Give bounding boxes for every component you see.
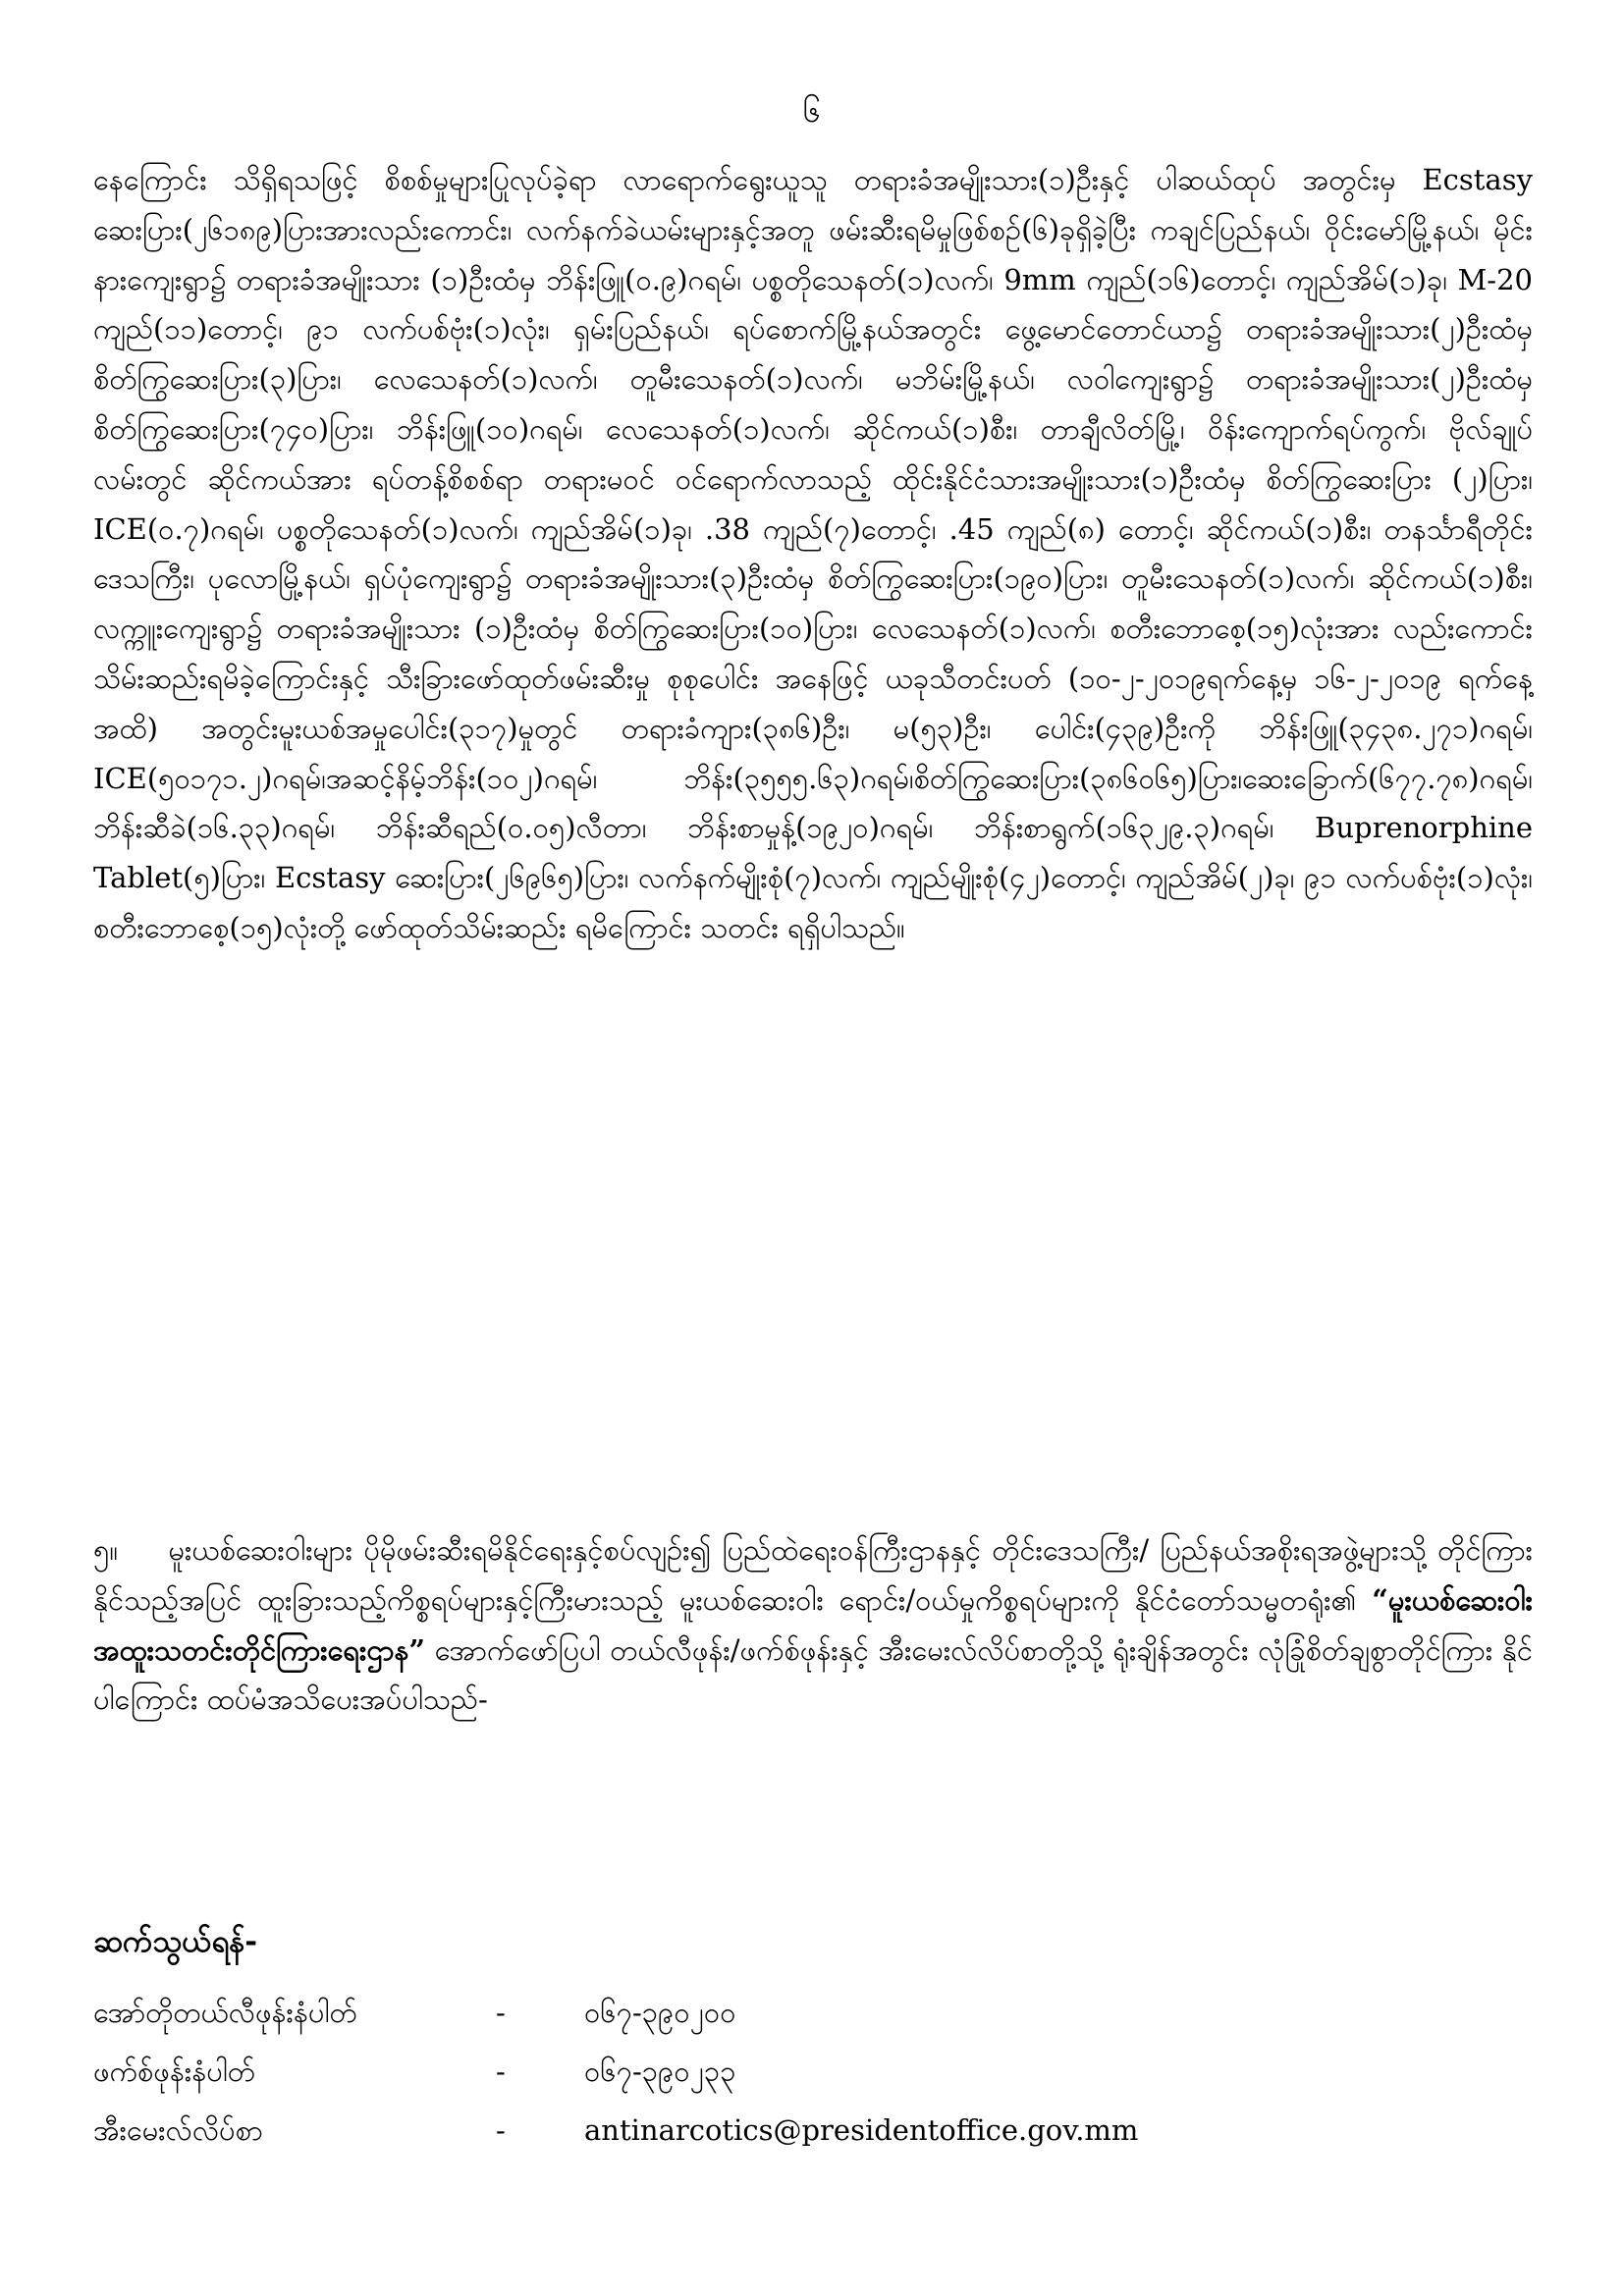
contact-label: အော်တိုတယ်လီဖုန်းနံပါတ် xyxy=(93,1996,357,2029)
paragraph-number: ၅။ xyxy=(93,1533,119,1567)
paragraph-five xyxy=(93,1525,1533,1725)
contact-heading: ဆက်သွယ်ရန်- xyxy=(93,1924,258,1959)
contact-separator: - xyxy=(496,2113,506,2147)
contact-row-fax xyxy=(93,2044,1533,2099)
contact-row-email xyxy=(93,2103,1533,2158)
paragraph-five-text-after: အောက်ဖော်ပြပါ တယ်လီဖုန်း/ဖက်စ်ဖုန်းနှင့် အီးမေးလ်လိပ်စာတို့သို့ ရုံးချိန်အတွင်း လုံခြုံစိတ်ချစွာတိုင်ကြား နိုင်ပါကြောင်း ထပ်မံအသိပေးအပ်ပါသည်- xyxy=(93,1632,1534,1717)
paragraph-five-text-before: မူးယစ်ဆေးဝါးများ ပိုမိုဖမ်းဆီးရမိနိုင်ရေးနှင့်စပ်လျဉ်း၍ ပြည်ထဲရေးဝန်ကြီးဌာနနှင့် တိုင်းဒေသကြီး/ ပြည်နယ်အစိုးရအဖွဲ့များသို့ တိုင်ကြားနိုင်သည့်အပြင် ထူးခြားသည့်ကိစ္စရပ်များနှင့်ကြီးမားသည့် မူးယစ်ဆေးဝါး ရောင်း/ဝယ်မှုကိစ္စရပ်များကို နိုင်ငံတော်သမ္မတရုံး၏ xyxy=(93,1533,1533,1617)
page-number: ၆ xyxy=(803,92,821,130)
contact-label: ဖက်စ်ဖုန်းနံပါတ် xyxy=(93,2055,255,2088)
contact-email-value: antinarcotics@presidentoffice.gov.mm xyxy=(584,2113,1139,2147)
contact-separator: - xyxy=(496,1996,506,2029)
contact-row-phone xyxy=(93,1985,1533,2040)
paragraph-five-bold-department: “မူးယစ်ဆေးဝါး အထူးသတင်းတိုင်ကြားရေးဌာန” xyxy=(93,1582,1533,1667)
contact-fax-value: ၀၆၇-၃၉၀၂၃၃ xyxy=(584,2055,736,2088)
contact-label: အီးမေးလ်လိပ်စာ xyxy=(93,2113,263,2147)
contact-separator: - xyxy=(496,2055,506,2088)
paragraph-continued: နေကြောင်း သိရှိရသဖြင့် စိစစ်မှုများပြုလုပ်ခဲ့ရာ လာရောက်ရွေးယူသူ တရားခံအမျိုးသား(၁)ဦးနှင့် ပါဆယ်ထုပ် အတွင်းမှ Ecstasy ဆေးပြား(၂၆၁၈၉)ပြားအားလည်းကောင်း၊ လက်နက်ခဲယမ်းများနှင့်အတူ ဖမ်းဆီးရမိမှုဖြစ်စဉ်(၆)ခုရှိခဲ့ပြီး ကချင်ပြည်နယ်၊ ဝိုင်းမော်မြို့နယ်၊ မိုင်းနားကျေးရွာ၌ တရားခံအမျိုးသား (၁)ဦးထံမှ ဘိန်းဖြူ(၀.၉)ဂရမ်၊ ပစ္စတိုသေနတ်(၁)လက်၊ 9mm ကျည်(၁၆)တောင့်၊ ကျည်အိမ်(၁)ခု၊ M-20 ကျည်(၁၁)တောင့်၊ ၉၁ လက်ပစ်ဗုံး(၁)လုံး၊ ရှမ်းပြည်နယ်၊ ရပ်စောက်မြို့နယ်အတွင်း ဖွေ့မောင်တောင်ယာ၌ တရားခံအမျိုးသား(၂)ဦးထံမှ စိတ်ကြွဆေးပြား(၃)ပြား၊ လေသေနတ်(၁)လက်၊ တူမီးသေနတ်(၁)လက်၊ မဘိမ်းမြို့နယ်၊ လဝါကျေးရွာ၌ တရားခံအမျိုးသား(၂)ဦးထံမှ စိတ်ကြွဆေးပြား(၇၄၀)ပြား၊ ဘိန်းဖြူ(၁၀)ဂရမ်၊ လေသေနတ်(၁)လက်၊ ဆိုင်ကယ်(၁)စီး၊ တာချီလိတ်မြို့၊ ဝိန်းကျောက်ရပ်ကွက်၊ ဗိုလ်ချုပ်လမ်းတွင် ဆိုင်ကယ်အား ရပ်တန့်စိစစ်ရာ တရားမဝင် ဝင်ရောက်လာသည့် ထိုင်းနိုင်ငံသားအမျိုးသား(၁)ဦးထံမှ စိတ်ကြွဆေးပြား (၂)ပြား၊ ICE(၀.၇)ဂရမ်၊ ပစ္စတိုသေနတ်(၁)လက်၊ ကျည်အိမ်(၁)ခု၊ .38 ကျည်(၇)တောင့်၊ .45 ကျည်(၈) တောင့်၊ ဆိုင်ကယ်(၁)စီး၊ တနင်္သာရီတိုင်းဒေသကြီး၊ ပုလောမြို့နယ်၊ ရှပ်ပုံကျေးရွာ၌ တရားခံအမျိုးသား(၃)ဦးထံမှ စိတ်ကြွဆေးပြား(၁၉၀)ပြား၊ တူမီးသေနတ်(၁)လက်၊ ဆိုင်ကယ်(၁)စီး၊ လက္ကူးကျေးရွာ၌ တရားခံအမျိုးသား (၁)ဦးထံမှ စိတ်ကြွဆေးပြား(၁၀)ပြား၊ လေသေနတ်(၁)လက်၊ စတီးဘောစေ့(၁၅)လုံးအား လည်းကောင်း သိမ်းဆည်းရမိခဲ့ကြောင်းနှင့် သီးခြားဖော်ထုတ်ဖမ်းဆီးမှု စုစုပေါင်း အနေဖြင့် ယခုသီတင်းပတ် (၁၀-၂-၂၀၁၉ရက်နေ့မှ ၁၆-၂-၂၀၁၉ ရက်နေ့အထိ) အတွင်းမူးယစ်အမှုပေါင်း(၃၁၇)မှုတွင် တရားခံကျား(၃၈၆)ဦး၊ မ(၅၃)ဦး၊ ပေါင်း(၄၃၉)ဦးကို ဘိန်းဖြူ(၃၄၃၈.၂၇၁)ဂရမ်၊ ICE(၅၀၁၇၁.၂)ဂရမ်၊အဆင့်နိမ့်ဘိန်း(၁၀၂)ဂရမ်၊ ဘိန်း(၃၅၅၅.၆၃)ဂရမ်၊စိတ်ကြွဆေးပြား(၃၈၆၀၆၅)ပြား၊ဆေးခြောက်(၆၇၇.၇၈)ဂရမ်၊ ဘိန်းဆီခဲ(၁၆.၃၃)ဂရမ်၊ ဘိန်းဆီရည်(၀.၀၅)လီတာ၊ ဘိန်းစာမှုန့်(၁၉၂၀)ဂရမ်၊ ဘိန်းစာရွက်(၁၆၃၂၉.၃)ဂရမ်၊ Buprenorphine Tablet(၅)ပြား၊ Ecstasy ဆေးပြား(၂၆၉၆၅)ပြား၊ လက်နက်မျိုးစုံ(၇)လက်၊ ကျည်မျိုးစုံ(၄၂)တောင့်၊ ကျည်အိမ်(၂)ခု၊ ၉၁ လက်ပစ်ဗုံး(၁)လုံး၊ စတီးဘောစေ့(၁၅)လုံးတို့ ဖော်ထုတ်သိမ်းဆည်း ရမိကြောင်း သတင်း ရရှိပါသည်။ xyxy=(93,163,1533,944)
contact-phone-value: ၀၆၇-၃၉၀၂၀၀ xyxy=(584,1996,736,2029)
